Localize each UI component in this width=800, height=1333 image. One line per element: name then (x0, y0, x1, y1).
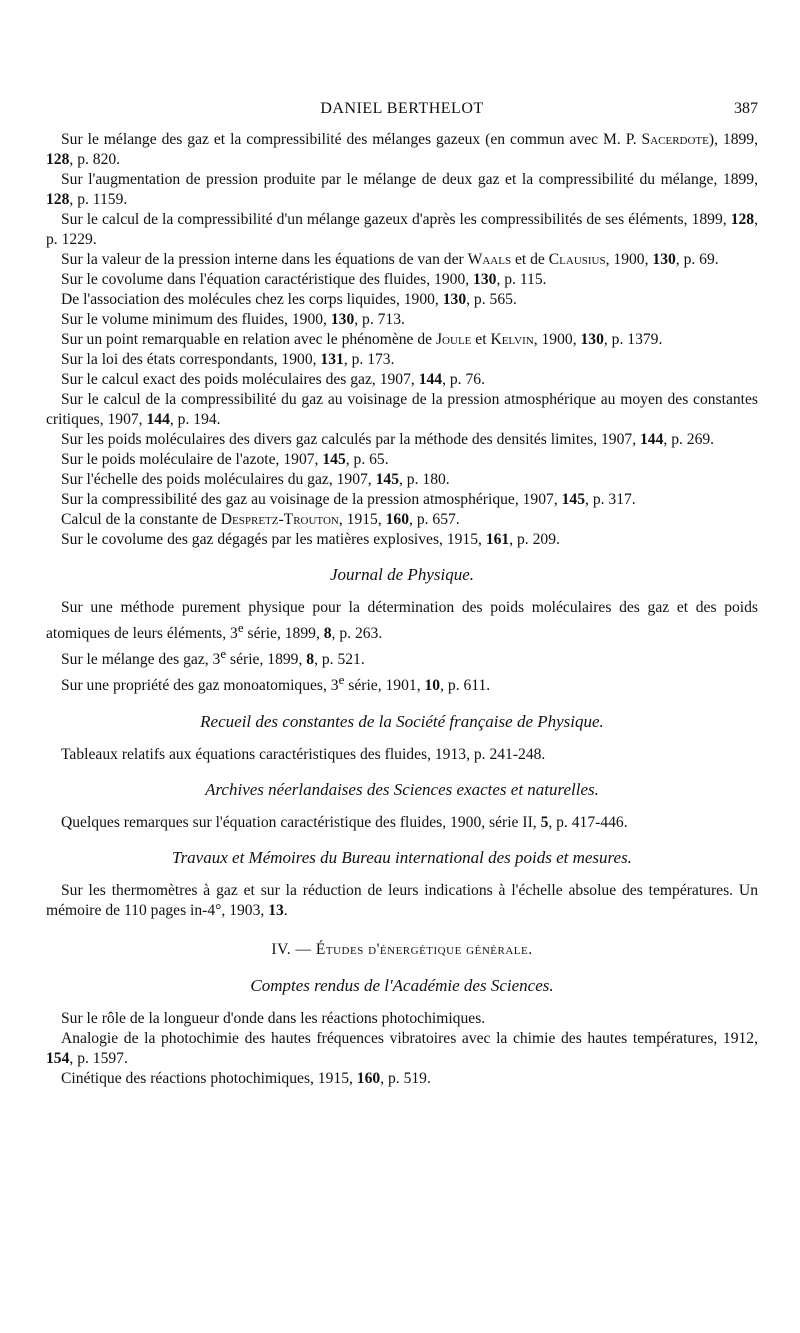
page-header (46, 100, 758, 130)
bibliography-entry: Sur le covolume dans l'équation caractéristique des fluides, 1900, 130, p. 115. (61, 271, 547, 288)
bibliography-entry: Sur le poids moléculaire de l'azote, 1907, 145, p. 65. (61, 451, 389, 468)
bibliography-entry: Tableaux relatifs aux équations caractéristiques des fluides, 1913, p. 241-248. (61, 745, 546, 763)
bibliography-entry: Sur le volume minimum des fluides, 1900, 130, p. 713. (61, 311, 405, 328)
journal-heading: Travaux et Mémoires du Bureau international des poids et mesures. (172, 847, 632, 867)
bibliography-entry: Sur la compressibilité des gaz au voisinage de la pression atmosphérique, 1907, 145, p. 317. (61, 491, 636, 508)
bibliography-entry: Sur une propriété des gaz monoatomiques, 3e série, 1901, 10, p. 611. (61, 672, 491, 695)
bibliography-entry: Sur le rôle de la longueur d'onde dans les réactions photochimiques. (61, 1009, 486, 1027)
page-number: 387 (734, 100, 758, 117)
archives-list (46, 813, 758, 833)
journal-heading: Archives néerlandaises des Sciences exactes et naturelles. (205, 779, 599, 799)
bibliography-entry: Analogie de la photochimie des hautes fréquences vibratoires avec la chimie des hautes températures, 1912, 154, p. 1597. (46, 1029, 758, 1067)
bibliography-entry: Sur le calcul de la compressibilité du gaz au voisinage de la pression atmosphérique au moyen des constantes critiques, 1907, 144, p. 194. (46, 391, 758, 428)
bibliography-entry: Sur le mélange des gaz et la compressibilité des mélanges gazeux (en commun avec M. P. Sacerdote), 1899, 128, p. 820. (46, 131, 758, 168)
bibliography-entry: Sur la loi des états correspondants, 1900, 131, p. 173. (61, 351, 395, 368)
bibliography-entry: Sur l'échelle des poids moléculaires du gaz, 1907, 145, p. 180. (61, 471, 450, 488)
bibliography-entry: Sur la valeur de la pression interne dans les équations de van der Waals et de Clausius, 1900, 130, p. 69. (61, 251, 719, 268)
bibliography-entry: Sur l'augmentation de pression produite par le mélange de deux gaz et la compressibilité du mélange, 1899, 128, p. 1159. (46, 171, 758, 208)
bibliography-entry: Sur les thermomètres à gaz et sur la réduction de leurs indications à l'échelle absolue des températures. Un mémoire de 110 pages in-4°, 1903, 13. (46, 881, 758, 919)
bibliography-entry: De l'association des molécules chez les corps liquides, 1900, 130, p. 565. (61, 291, 517, 308)
bibliography-entry: Sur le calcul exact des poids moléculaires des gaz, 1907, 144, p. 76. (61, 371, 485, 388)
comptes-rendus-energetique-list (46, 1009, 758, 1089)
running-title: DANIEL BERTHELOT (320, 100, 484, 117)
bibliography-entry: Sur une méthode purement physique pour la détermination des poids moléculaires des gaz et des poids atomiques de leurs éléments, 3e série, 1899, 8, p. 263. (46, 599, 758, 643)
bibliography-entry: Sur un point remarquable en relation avec le phénomène de Joule et Kelvin, 1900, 130, p. 1379. (61, 331, 663, 348)
bibliography-entry: Sur les poids moléculaires des divers gaz calculés par la méthode des densités limites, 1907, 144, p. 269. (61, 431, 715, 448)
bibliography-entry: Sur le covolume des gaz dégagés par les matières explosives, 1915, 161, p. 209. (61, 531, 560, 548)
bibliography-entry: Sur le calcul de la compressibilité d'un mélange gazeux d'après les compressibilités de ses éléments, 1899, 128, p. 1229. (46, 211, 758, 248)
recueil-list (46, 745, 758, 765)
journal-physique-list (46, 598, 758, 697)
bibliography-entry: Calcul de la constante de Despretz-Trouton, 1915, 160, p. 657. (61, 511, 460, 528)
bibliography-entry: Cinétique des réactions photochimiques, 1915, 160, p. 519. (61, 1069, 431, 1087)
bibliography-entry: Sur le mélange des gaz, 3e série, 1899, 8, p. 521. (61, 646, 365, 669)
bibliography-entry: Quelques remarques sur l'équation caractéristique des fluides, 1900, série II, 5, p. 417-446. (61, 813, 628, 831)
comptes-rendus-list (46, 130, 758, 550)
journal-heading: Recueil des constantes de la Société française de Physique. (200, 711, 604, 731)
journal-heading: Journal de Physique. (330, 565, 474, 584)
journal-heading: Comptes rendus de l'Académie des Sciences. (250, 975, 554, 995)
section-heading: IV. — Études d'énergétique générale. (271, 940, 533, 958)
document-page (46, 100, 758, 1089)
travaux-list (46, 881, 758, 921)
